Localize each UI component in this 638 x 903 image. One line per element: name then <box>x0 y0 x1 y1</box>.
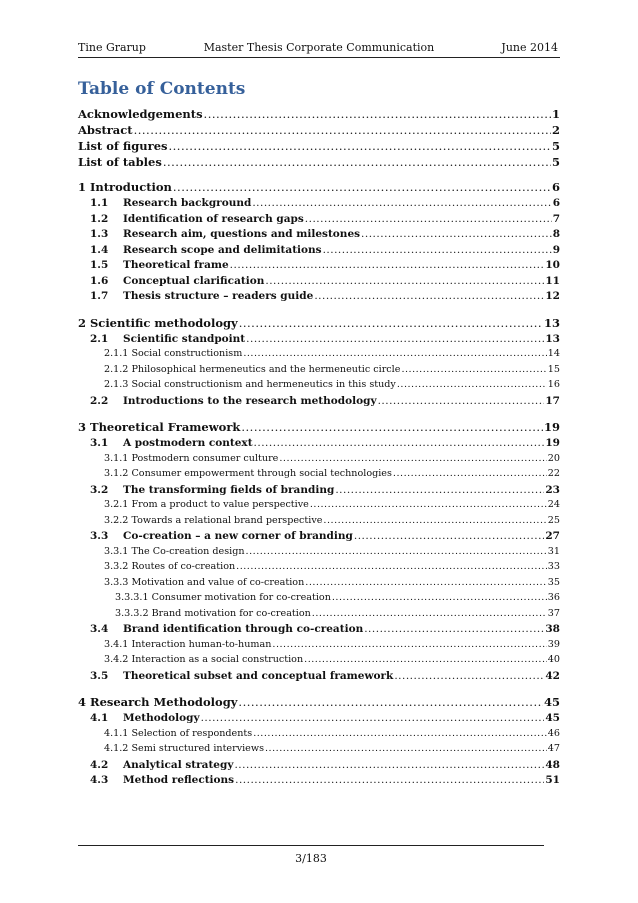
toc-section-2-1[interactable]: 2.1 Scientific standpoint ..... 13 <box>78 334 560 350</box>
header-author: Tine Grarup <box>78 41 146 54</box>
toc-entry-abstract[interactable]: Abstract ..... 2 <box>78 125 560 141</box>
toc-entry-list-of-figures[interactable]: List of figures ..... 5 <box>78 141 560 157</box>
toc-subsection-2-1-2[interactable]: 2.1.2 Philosophical hermeneutics and the hermeneutic circle ..... 15 <box>78 365 560 381</box>
toc-section-4-1[interactable]: 4.1 Methodology ..... 45 <box>78 713 560 729</box>
toc-subsection-3-3-1[interactable]: 3.3.1 The Co-creation design ..... 31 <box>78 547 560 563</box>
toc-subsection-3-2-1[interactable]: 3.2.1 From a product to value perspective ..... 24 <box>78 500 560 516</box>
toc-subsection-3-2-2[interactable]: 3.2.2 Towards a relational brand perspective ..... 25 <box>78 516 560 532</box>
toc-section-2-2[interactable]: 2.2 Introductions to the research methodology ..... 17 <box>78 396 560 412</box>
toc-subsection-4-1-1[interactable]: 4.1.1 Selection of respondents ..... 46 <box>78 729 560 745</box>
toc-chapter-4[interactable]: 4 Research Methodology ..... 45 <box>78 697 560 713</box>
toc-subsection-2-1-1[interactable]: 2.1.1 Social constructionism ..... 14 <box>78 349 560 365</box>
page-footer <box>78 845 544 865</box>
toc-section-1-6[interactable]: 1.6 Conceptual clarification ..... 11 <box>78 276 560 292</box>
toc-section-1-1[interactable]: 1.1 Research background ..... 6 <box>78 198 560 214</box>
toc-section-1-3[interactable]: 1.3 Research aim, questions and milestones ..... 8 <box>78 229 560 245</box>
toc-section-4-3[interactable]: 4.3 Method reflections ..... 51 <box>78 775 560 791</box>
toc-subsection-3-3-2[interactable]: 3.3.2 Routes of co-creation ..... 33 <box>78 562 560 578</box>
table-of-contents <box>78 109 560 791</box>
toc-section-3-2[interactable]: 3.2 The transforming fields of branding ..... 23 <box>78 485 560 501</box>
toc-section-1-4[interactable]: 1.4 Research scope and delimitations ..... 9 <box>78 245 560 261</box>
header-title: Master Thesis Corporate Communication <box>203 41 435 54</box>
toc-subsection-2-1-3[interactable]: 2.1.3 Social constructionism and hermeneutics in this study ..... 16 <box>78 380 560 396</box>
toc-chapter-3[interactable]: 3 Theoretical Framework ..... 19 <box>78 422 560 438</box>
toc-section-3-5[interactable]: 3.5 Theoretical subset and conceptual framework ..... 42 <box>78 671 560 687</box>
toc-subsection-3-1-2[interactable]: 3.1.2 Consumer empowerment through social technologies ..... 22 <box>78 469 560 485</box>
toc-subsubsection-3-3-3-2[interactable]: 3.3.3.2 Brand motivation for co-creation ..... 37 <box>78 609 560 625</box>
header-date: June 2014 <box>501 41 558 54</box>
toc-section-3-4[interactable]: 3.4 Brand identification through co-creation ..... 38 <box>78 624 560 640</box>
toc-subsection-3-4-2[interactable]: 3.4.2 Interaction as a social construction ..... 40 <box>78 655 560 671</box>
toc-title: Table of Contents <box>78 79 246 99</box>
toc-subsection-3-4-1[interactable]: 3.4.1 Interaction human-to-human ..... 39 <box>78 640 560 656</box>
page-header <box>78 41 560 58</box>
toc-entry-list-of-tables[interactable]: List of tables ..... 5 <box>78 157 560 173</box>
toc-chapter-2[interactable]: 2 Scientific methodology ..... 13 <box>78 318 560 334</box>
toc-subsubsection-3-3-3-1[interactable]: 3.3.3.1 Consumer motivation for co-creation ..... 36 <box>78 593 560 609</box>
toc-subsection-3-3-3[interactable]: 3.3.3 Motivation and value of co-creation ..... 35 <box>78 578 560 594</box>
toc-section-3-3[interactable]: 3.3 Co-creation – a new corner of branding ..... 27 <box>78 531 560 547</box>
toc-chapter-1[interactable]: 1 Introduction ..... 6 <box>78 182 560 198</box>
toc-section-1-2[interactable]: 1.2 Identification of research gaps ..... 7 <box>78 214 560 230</box>
page-number: 3/183 <box>295 852 327 865</box>
toc-entry-acknowledgements[interactable]: Acknowledgements ..... 1 <box>78 109 560 125</box>
toc-section-3-1[interactable]: 3.1 A postmodern context ..... 19 <box>78 438 560 454</box>
toc-section-1-5[interactable]: 1.5 Theoretical frame ..... 10 <box>78 260 560 276</box>
toc-subsection-4-1-2[interactable]: 4.1.2 Semi structured interviews ..... 47 <box>78 744 560 760</box>
toc-section-4-2[interactable]: 4.2 Analytical strategy ..... 48 <box>78 760 560 776</box>
toc-section-1-7[interactable]: 1.7 Thesis structure – readers guide ..... 12 <box>78 291 560 307</box>
toc-subsection-3-1-1[interactable]: 3.1.1 Postmodern consumer culture ..... 20 <box>78 454 560 470</box>
